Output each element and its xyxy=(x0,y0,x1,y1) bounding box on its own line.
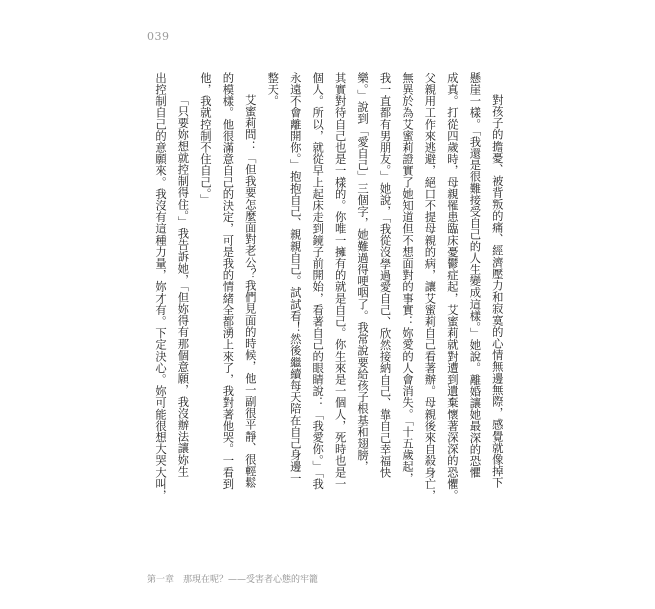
text-column: 其實對待自己也是一樣的。你唯一擁有的就是自己。你生來是一個人，死時也是一 xyxy=(333,72,347,490)
text-column: 對孩子的擔憂、被背叛的痛、經濟壓力和寂寞的心情無邊無際，感覺就像掉下 xyxy=(490,94,504,489)
text-body xyxy=(154,72,504,547)
page-number: 039 xyxy=(147,30,170,43)
text-column: 我一直都有男朋友。」她說，「我從沒學過愛自己、欣然接納自己、靠自己幸福快 xyxy=(378,72,392,479)
text-column: 永遠不會離開你。」抱抱自己、親親自己。試試看！然後繼續每天陪在自己身邊一 xyxy=(288,72,302,484)
text-column: 無異於為艾蜜莉證實了她知道但不想面對的事實：妳愛的人會消失。「十五歲起， xyxy=(400,72,414,484)
text-column: 父親用工作來逃避，絕口不提母親的病，讓艾蜜莉自己看著辦。母親後來自殺身亡， xyxy=(423,72,437,502)
text-column: 整天。 xyxy=(266,72,280,107)
text-column: 艾蜜莉問：「但我要怎麼面對老公？我們見面的時候，他一副很平靜、很輕鬆 xyxy=(243,94,257,489)
text-column: 懸崖一樣。「我還是很難接受自己的人生變成這樣。」她說。離婚讓她最深的恐懼 xyxy=(468,72,482,479)
text-column: 出控制自己的意願來。我沒有這種力量，妳才有。下定決心。妳可能很想大哭大叫， xyxy=(154,72,167,502)
running-footer: 第一章 那現在呢？——受害者心態的牢籠 xyxy=(147,575,319,585)
text-column: 成真。打從四歲時，母親罹患臨床憂鬱症起，艾蜜莉就對遭到遺棄懷著深深的恐懼。 xyxy=(445,72,459,502)
text-column: 的模樣。他很滿意自己的決定，可是我的情緒全都湧上來了，我對著他哭。一看到 xyxy=(221,72,235,490)
text-column: 他，我就控制不住自己。」 xyxy=(198,72,212,206)
text-column: 「只要妳想就控制得住。」我告訴她，「但妳得有那個意願，我沒辦法讓妳生 xyxy=(176,94,190,478)
text-column: 個人。所以，就從早上起床走到鏡子前開始，看著自己的眼睛說：「我愛你。」「我 xyxy=(311,72,325,490)
text-column: 樂。」說到「愛自己」三個字，她難過得哽咽了。我常說要給孩子根基和翅膀， xyxy=(356,72,370,473)
